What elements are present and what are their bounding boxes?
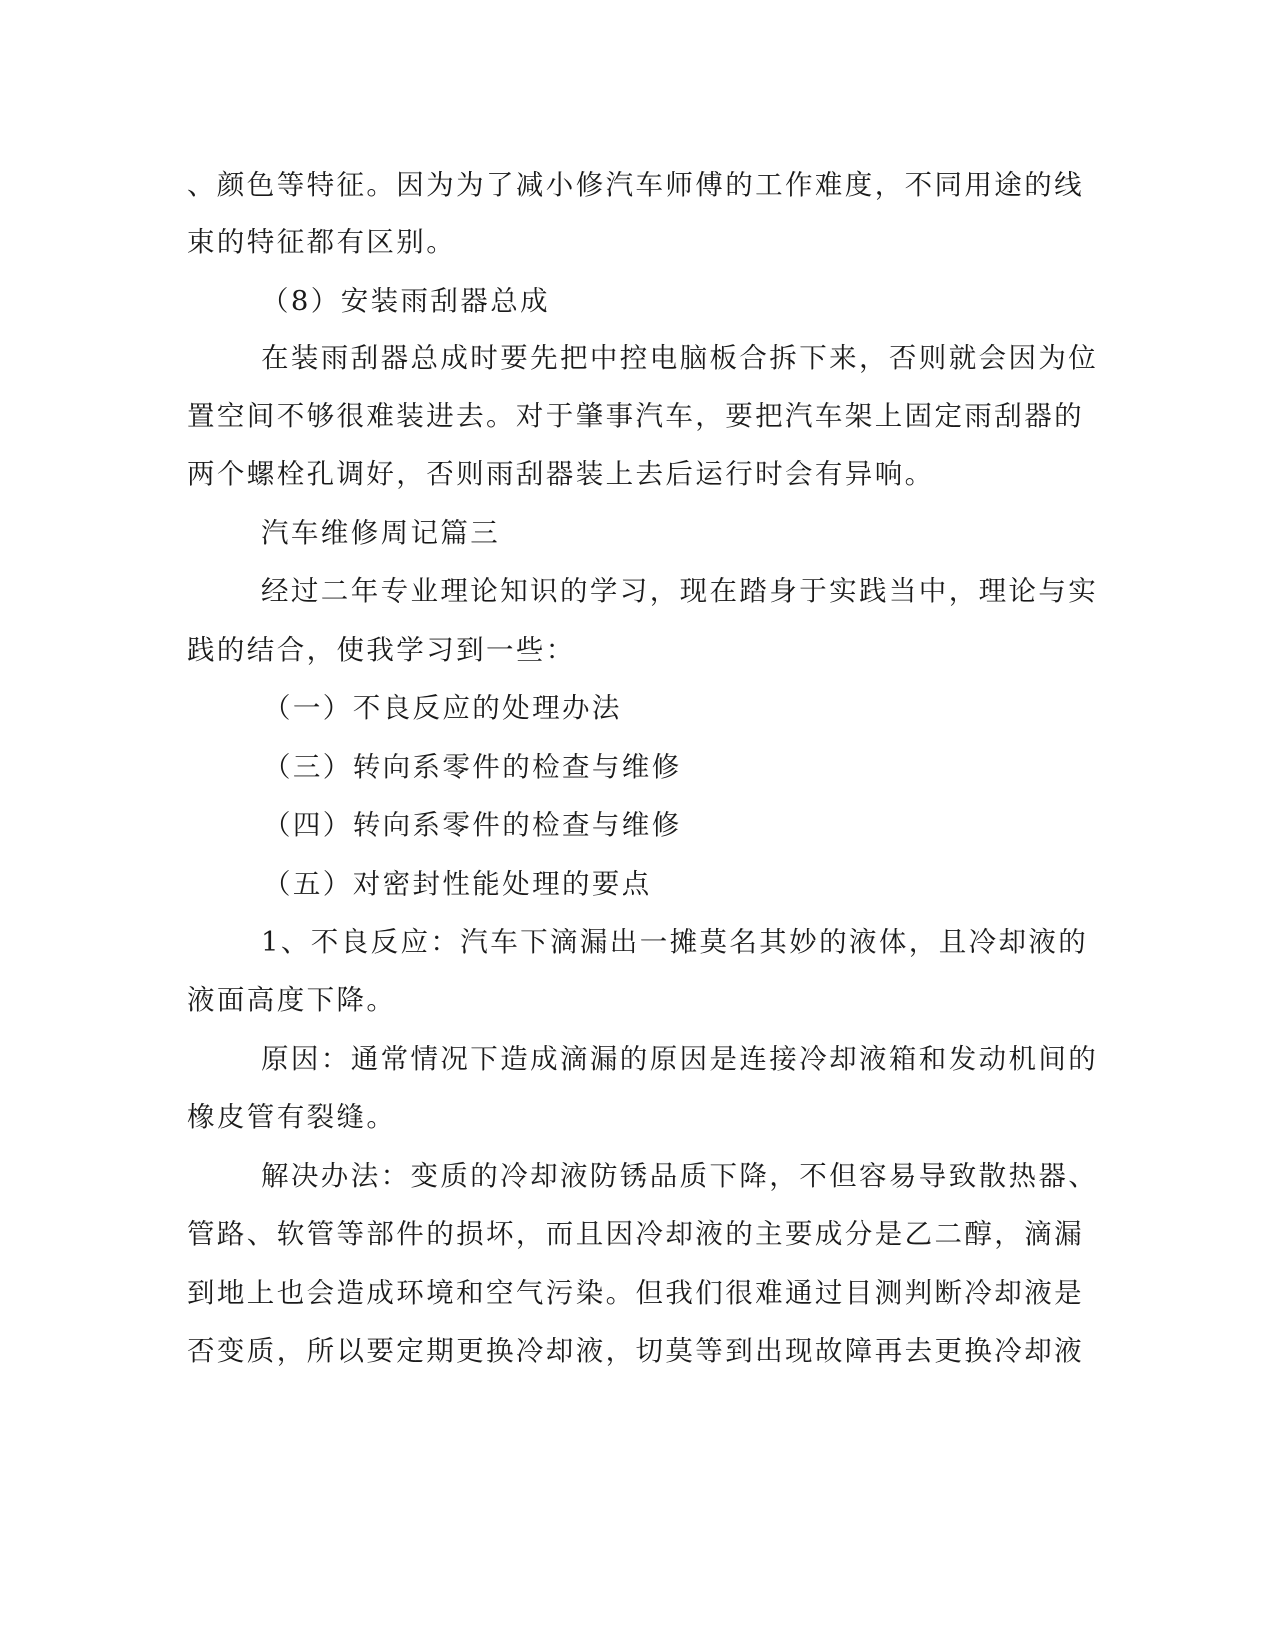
text-line: 到地上也会造成环境和空气污染。但我们很难通过目测判断冷却液是 (187, 1277, 1084, 1309)
text-line: 束的特征都有区别。 (187, 226, 457, 258)
text-line: 橡皮管有裂缝。 (187, 1101, 397, 1133)
text-line: 在装雨刮器总成时要先把中控电脑板合拆下来，否则就会因为位 (261, 342, 1099, 374)
text-line: 践的结合，使我学习到一些： (187, 634, 576, 666)
text-line: 两个螺栓孔调好，否则雨刮器装上去后运行时会有异响。 (187, 458, 935, 490)
list-item: （五）对密封性能处理的要点 (263, 868, 652, 900)
text-line: 经过二年专业理论知识的学习，现在踏身于实践当中，理论与实 (261, 575, 1099, 607)
text-line: 、颜色等特征。因为为了减小修汽车师傅的工作难度，不同用途的线 (187, 169, 1084, 201)
section-heading: （8）安装雨刮器总成 (261, 285, 550, 317)
list-item: （四）转向系零件的检查与维修 (263, 809, 682, 841)
list-item: （一）不良反应的处理办法 (263, 692, 622, 724)
list-item: （三）转向系零件的检查与维修 (263, 751, 682, 783)
text-line: 管路、软管等部件的损坏，而且因冷却液的主要成分是乙二醇，滴漏 (187, 1218, 1084, 1250)
text-line: 否变质，所以要定期更换冷却液，切莫等到出现故障再去更换冷却液 (187, 1335, 1084, 1367)
text-line: 1、不良反应：汽车下滴漏出一摊莫名其妙的液体，且冷却液的 (261, 926, 1089, 958)
text-line: 原因：通常情况下造成滴漏的原因是连接冷却液箱和发动机间的 (261, 1043, 1099, 1075)
text-line: 液面高度下降。 (187, 984, 397, 1016)
text-line: 置空间不够很难装进去。对于肇事汽车，要把汽车架上固定雨刮器的 (187, 400, 1084, 432)
text-line: 解决办法：变质的冷却液防锈品质下降，不但容易导致散热器、 (261, 1160, 1099, 1192)
section-title: 汽车维修周记篇三 (261, 517, 501, 549)
